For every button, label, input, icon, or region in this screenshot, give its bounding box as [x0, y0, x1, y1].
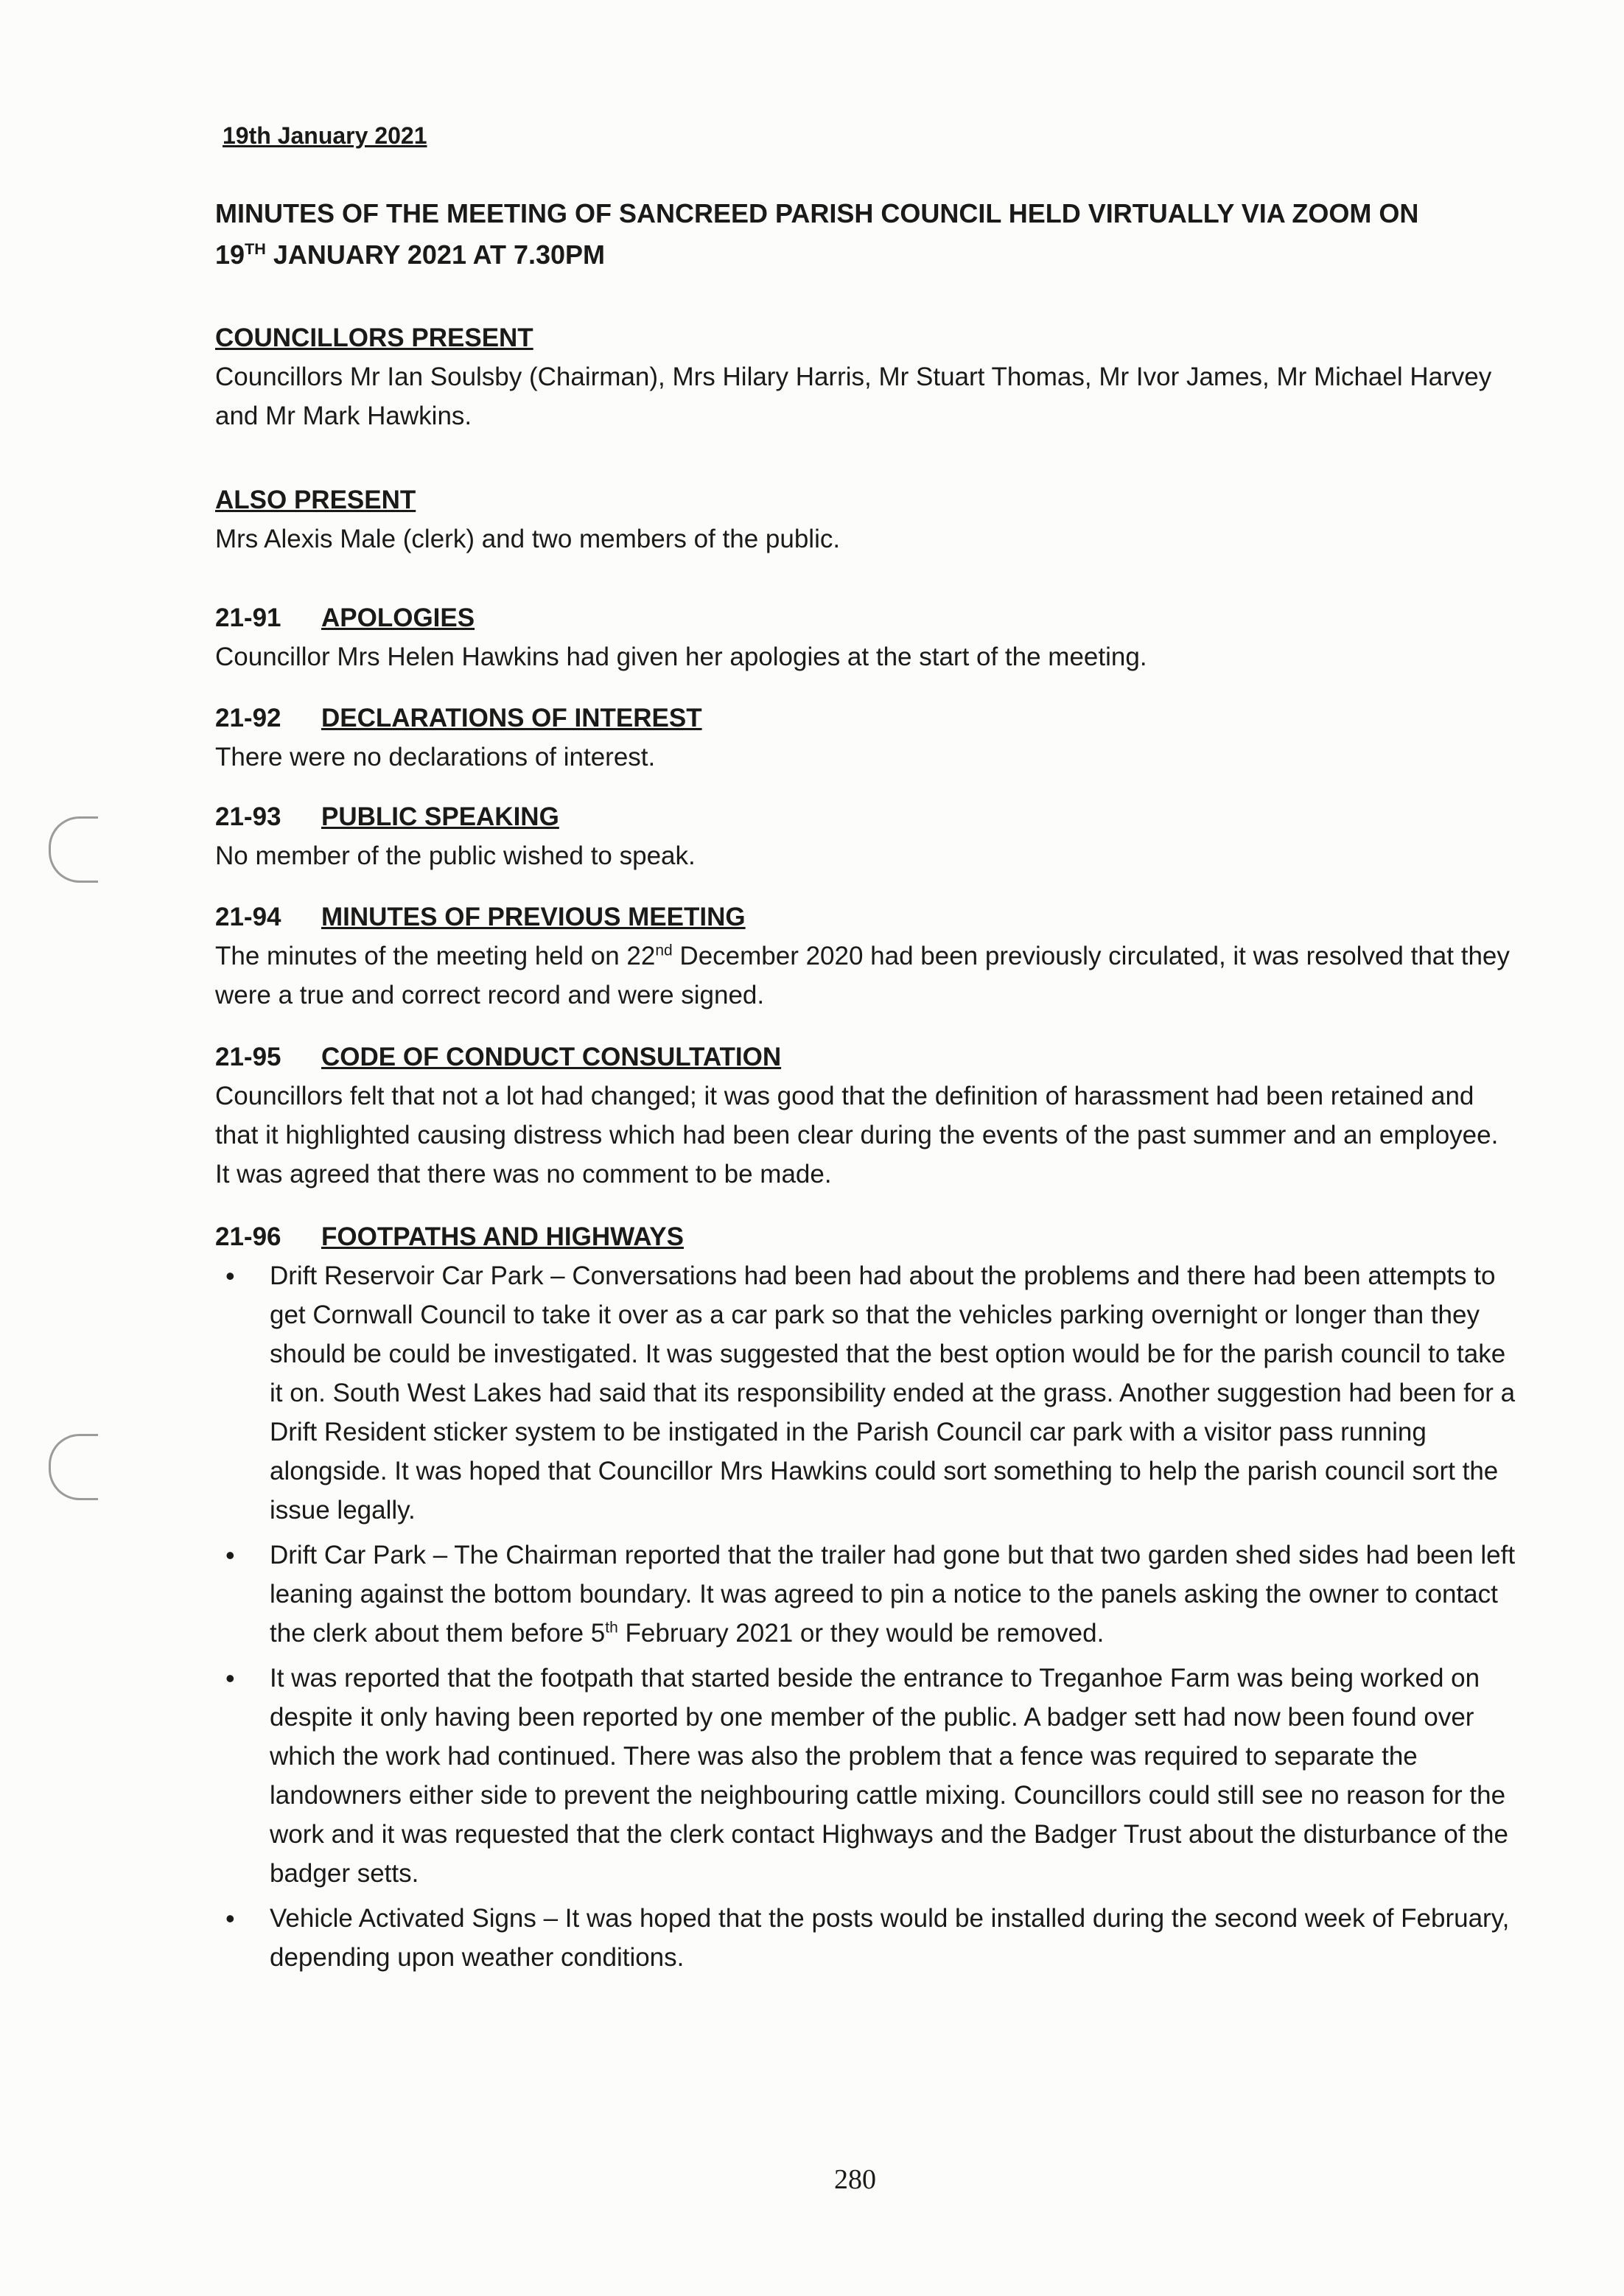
page-title — [215, 193, 1512, 276]
section-text: No member of the public wished to speak. — [215, 841, 696, 870]
section-number: 21-95 — [215, 1043, 281, 1071]
footpaths-list — [215, 1256, 1519, 1977]
section-code-of-conduct — [215, 1037, 1519, 1194]
section-number: 21-94 — [215, 903, 281, 931]
councillors-present-text: Councillors Mr Ian Soulsby (Chairman), Mrs Hilary Harris, Mr Stuart Thomas, Mr Ivor James, Mr Michael Harvey and Mr Mark Hawkins. — [215, 363, 1492, 430]
section-text: Councillors felt that not a lot had changed; it was good that the definition of harassment had been retained and that it highlighted causing distress which had been clear during the events of the past summer and an employee. It was agreed that there was no comment to be made. — [215, 1082, 1499, 1189]
list-item: • Vehicle Activated Signs – It was hoped that the posts would be installed during the second week of February, depending upon weather conditions. — [215, 1899, 1519, 1977]
section-text: The minutes of the meeting held on 22nd December 2020 had been previously circulated, it was resolved that they were a true and correct record and were signed. — [215, 942, 1510, 1009]
title-line-2: 19TH JANUARY 2021 AT 7.30PM — [215, 239, 606, 270]
section-declarations — [215, 699, 1519, 777]
list-item: • Drift Reservoir Car Park – Conversations had been had about the problems and there had been attempts to get Cornwall Council to take it over as a car park so that the vehicles parking overnight or longer than they should be could be investigated. It was suggested that the best option would be for the parish council to take it on. South West Lakes had said that its responsibility ended at the grass. Another suggestion had been for a Drift Resident sticker system to be instigated in the Parish Council car park with a visitor pass running alongside. It was hoped that Councillor Mrs Hawkins could sort something to help the parish council sort the issue legally. — [215, 1256, 1519, 1530]
section-apologies — [215, 598, 1519, 676]
section-heading: PUBLIC SPEAKING — [321, 802, 559, 831]
section-number: 21-92 — [215, 704, 281, 732]
section-heading: DECLARATIONS OF INTEREST — [321, 704, 702, 732]
list-item: • Drift Car Park – The Chairman reported that the trailer had gone but that two garden shed sides had been left leaning against the bottom boundary. It was agreed to pin a notice to the panels asking the owner to contact the clerk about them before 5th February 2021 or they would be removed. — [215, 1536, 1519, 1653]
section-footpaths — [215, 1217, 1519, 1983]
also-present-heading: ALSO PRESENT — [215, 486, 416, 514]
section-number: 21-96 — [215, 1222, 281, 1251]
also-present-section — [215, 480, 1519, 559]
section-public-speaking — [215, 797, 1519, 875]
section-previous-minutes — [215, 897, 1519, 1015]
councillors-present-heading: COUNCILLORS PRESENT — [215, 323, 533, 352]
meeting-date: 19th January 2021 — [223, 122, 427, 149]
punch-hole-bottom — [49, 1434, 98, 1500]
section-heading: CODE OF CONDUCT CONSULTATION — [321, 1043, 782, 1071]
section-text: There were no declarations of interest. — [215, 743, 656, 771]
section-number: 21-93 — [215, 802, 281, 831]
section-number: 21-91 — [215, 603, 281, 632]
punch-hole-top — [49, 816, 98, 883]
list-item: • It was reported that the footpath that started beside the entrance to Treganhoe Farm was being worked on despite it only having been reported by one member of the public. A badger sett had now been found over which the work had continued. There was also the problem that a fence was required to separate the landowners either side to prevent the neighbouring cattle mixing. Councillors could still see no reason for the work and it was requested that the clerk contact Highways and the Badger Trust about the disturbance of the badger setts. — [215, 1659, 1519, 1893]
title-line-1: MINUTES OF THE MEETING OF SANCREED PARISH COUNCIL HELD VIRTUALLY VIA ZOOM ON — [215, 198, 1419, 228]
page-number: 280 — [834, 2164, 876, 2195]
section-text: Councillor Mrs Helen Hawkins had given her apologies at the start of the meeting. — [215, 643, 1147, 671]
section-heading: FOOTPATHS AND HIGHWAYS — [321, 1222, 684, 1251]
section-heading: APOLOGIES — [321, 603, 475, 632]
councillors-present-section — [215, 318, 1519, 435]
also-present-text: Mrs Alexis Male (clerk) and two members of the public. — [215, 525, 841, 553]
section-heading: MINUTES OF PREVIOUS MEETING — [321, 903, 746, 931]
